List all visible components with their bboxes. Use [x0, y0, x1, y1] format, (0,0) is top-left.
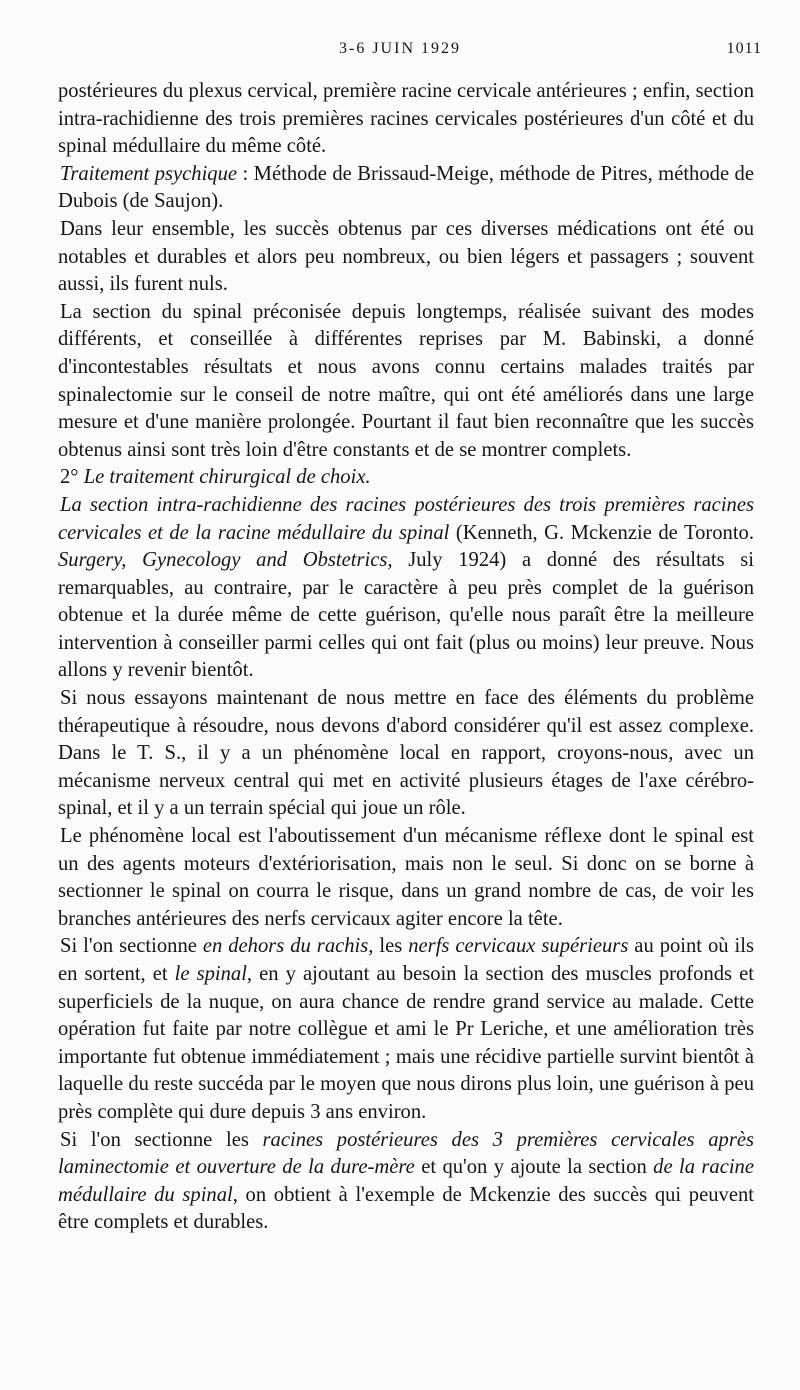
paragraph: [58, 1127, 754, 1237]
text-run: Si nous essayons maintenant de nous mettre en face des éléments du problème thérapeutique à résoudre, nous devons d'abord considérer qu'il est assez complexe. Dans le T. S., il y a un phénomène local en rapport, croyons-nous, avec un mécanisme nerveux central qui met en activité plusieurs étages de l'axe cérébro-spinal, et il y a un terrain spécial qui joue un rôle.: [58, 687, 754, 820]
text-run: 2°: [60, 466, 84, 489]
text-run: , on obtient à l'exemple de Mckenzie des succès qui peuvent être complets et durables.: [58, 1183, 754, 1234]
paragraph: [58, 78, 754, 161]
text-run: Dans leur ensemble, les succès obtenus par ces diverses médications ont été ou notables et durables et alors peu nombreux, ou bien légers et passagers ; souvent aussi, ils furent nuls.: [58, 217, 754, 296]
text-run: Si l'on sectionne: [60, 935, 203, 958]
page-number: 1011: [726, 40, 762, 57]
text-run: Le phénomène local est l'aboutissement d'un mécanisme réflexe dont le spinal est un des agents moteurs d'extériorisation, mais non le seul. Si donc on se borne à sectionner le spinal on courra le risque, dans un grand nombre de cas, de voir les branches antérieures des nerfs cervicaux agiter encore la tête.: [58, 825, 754, 930]
text-run: Si l'on sectionne les: [60, 1128, 263, 1151]
paragraph: [58, 823, 754, 933]
text-run-italic: Le traitement chirurgical de choix.: [83, 466, 371, 489]
text-run-italic: le spinal: [174, 963, 247, 985]
paragraph: [58, 161, 754, 216]
text-run-italic: de la racine médullaire du spinal: [58, 1156, 754, 1206]
text-run: et qu'on y ajoute la section: [414, 1156, 654, 1179]
running-header-date: 3-6 JUIN 1929: [339, 40, 461, 57]
text-run-italic: Traitement psychique: [60, 162, 238, 185]
page-body: [58, 78, 754, 1237]
paragraph: [58, 685, 754, 823]
paragraph: [58, 216, 754, 299]
text-run-italic: racines postérieures des 3 premières cervicales après laminectomie et ouverture de la dure-mère: [58, 1128, 754, 1179]
text-run: : Méthode de Brissaud-Meige, méthode de Pitres, méthode de Dubois (de Saujon).: [58, 162, 754, 213]
paragraph: [58, 933, 754, 1126]
text-run-italic: Surgery, Gynecology and Obstetrics,: [58, 549, 393, 572]
text-run-italic: en dehors du rachis: [202, 935, 369, 958]
paragraph: [58, 492, 754, 685]
text-run: postérieures du plexus cervical, première racine cervicale antérieures ; enfin, section intra-rachidienne des trois premières racines cervicales postérieures d'un côté et du spinal médullaire du même côté.: [58, 80, 754, 158]
text-run-italic: nerfs cervicaux supérieurs: [408, 935, 629, 958]
section-heading: [58, 464, 754, 492]
text-run: (Kenneth, G. Mckenzie de Toronto.: [449, 521, 754, 544]
running-header: [0, 38, 800, 68]
text-run: , les: [368, 935, 409, 958]
paragraph: [58, 299, 754, 465]
text-run: , en y ajoutant au besoin la section des muscles profonds et superficiels de la nuque, on aura chance de rendre grand service au malade. Cette opération fut faite par notre collègue et ami le Pr Leriche, et une amélioration très importante fut obtenue immédiatement ; mais une récidive partielle survint bientôt à laquelle du reste succéda par le moyen que nous dirons plus loin, une guérison à peu près complète qui dure depuis 3 ans environ.: [58, 963, 754, 1123]
text-run-italic: La section intra-rachidienne des racines postérieures des trois premières racines cervicales et de la racine médullaire du spinal: [58, 493, 754, 544]
text-run: La section du spinal préconisée depuis longtemps, réalisée suivant des modes différents, et conseillée à différentes reprises par M. Babinski, a donné d'incontestables résultats et nous avons connu certains malades traités par spinalectomie sur le conseil de notre maître, qui ont été améliorés dans une large mesure et d'une manière prolongée. Pourtant il faut bien reconnaître que les succès obtenus ainsi sont très loin d'être constants et de se montrer complets.: [58, 300, 754, 461]
text-run: au point où ils en sortent, et: [58, 935, 754, 985]
text-run: July 1924) a donné des résultats si remarquables, au contraire, par le caractère à peu près complet de la guérison obtenue et la durée même de cette guérison, qu'elle nous paraît être la meilleure intervention à conseiller parmi celles qui ont fait (plus ou moins) leur preuve. Nous allons y revenir bientôt.: [58, 549, 754, 682]
